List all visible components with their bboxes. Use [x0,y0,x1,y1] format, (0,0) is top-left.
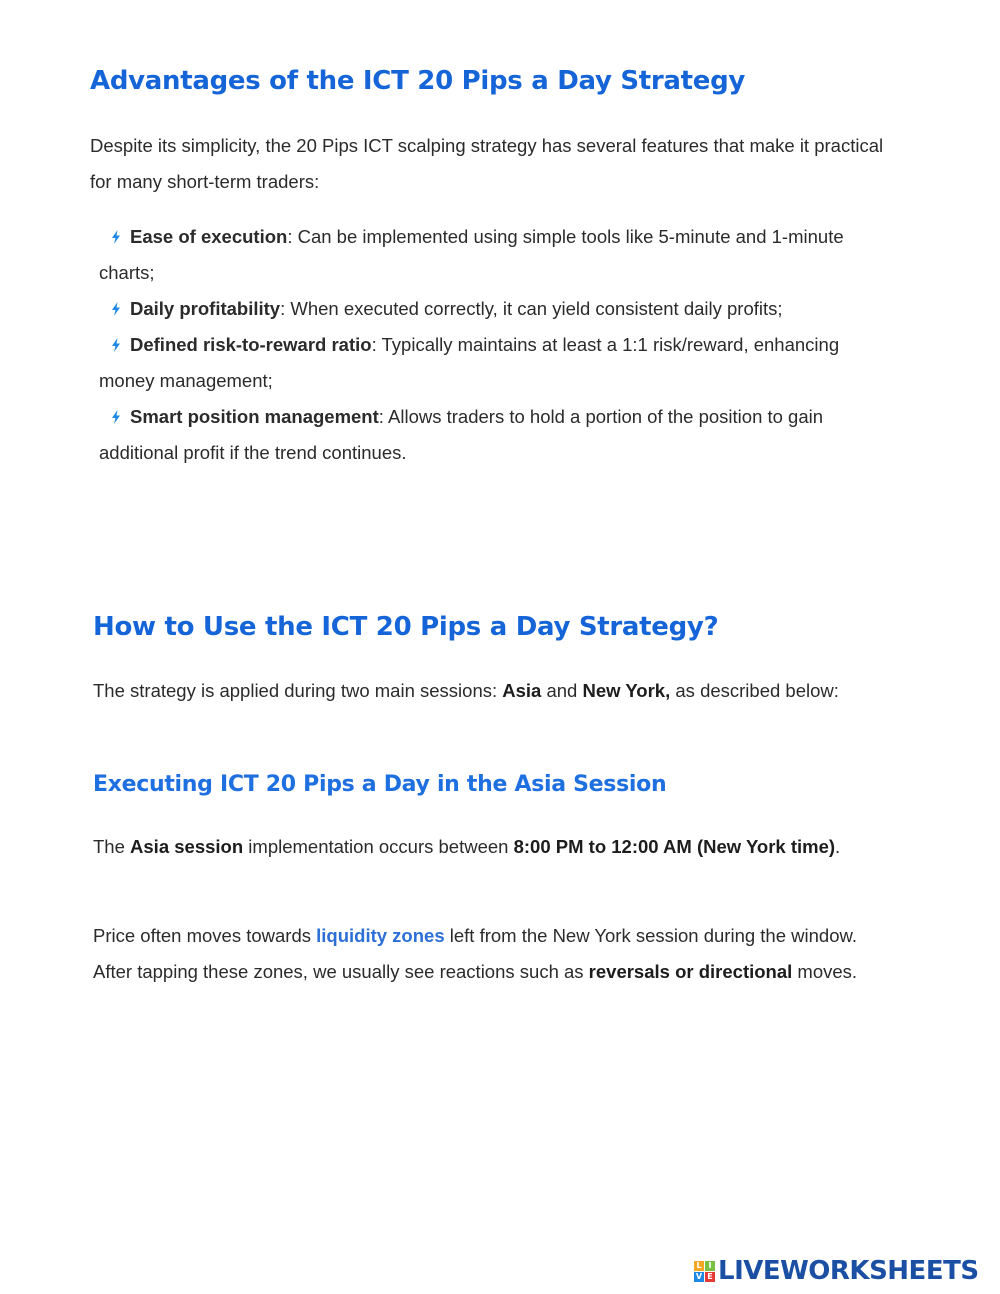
new-york-label: New York, [582,680,671,701]
list-item [99,327,859,399]
section-heading-advantages: Advantages of the ICT 20 Pips a Day Strategy [90,66,746,96]
liveworksheets-logo[interactable] [694,1256,979,1286]
list-item-title: Defined risk-to-reward ratio [130,334,372,355]
list-item-title: Daily profitability [130,298,281,319]
list-item-title: Ease of execution [130,226,288,247]
list-item-text: : When executed correctly, it can yield consistent daily profits; [280,298,783,319]
asia-session-label: Asia session [130,836,244,857]
session-time-range: 8:00 PM to 12:00 AM (New York time) [513,836,836,857]
list-item-title: Smart position management [130,406,379,427]
subheading-asia-session: Executing ICT 20 Pips a Day in the Asia Session [93,772,667,797]
list-item-text: : Typically maintains at least a 1:1 risk/reward, enhancing money management; [99,334,840,391]
section-heading-how-to-use: How to Use the ICT 20 Pips a Day Strategy? [93,612,719,642]
list-item [99,219,859,291]
price-movement-paragraph: Price often moves towards liquidity zones left from the New York session during the window. After tapping these zones, we usually see reactions such as reversals or directional moves. [93,925,858,982]
how-to-use-intro: The strategy is applied during two main sessions: Asia and New York, as described below: [93,680,839,701]
lightning-bolt-icon [111,302,121,316]
lightning-bolt-icon [111,230,121,244]
lightning-bolt-icon [111,338,121,352]
advantages-list [99,219,859,471]
lightning-bolt-icon [111,410,121,424]
reversals-directional-label: reversals or directional [588,961,793,982]
list-item-text: : Can be implemented using simple tools like 5-minute and 1-minute charts; [99,226,844,283]
liquidity-zones-link[interactable]: liquidity zones [316,925,445,946]
logo-text: LIVEWORKSHEETS [718,1256,979,1286]
asia-label: Asia [502,680,542,701]
list-item [99,291,859,327]
list-item-text: : Allows traders to hold a portion of the position to gain additional profit if the trend continues. [99,406,824,463]
advantages-intro: Despite its simplicity, the 20 Pips ICT scalping strategy has several features that make it practical for many short-term traders: [90,135,884,192]
asia-session-timing: The Asia session implementation occurs between 8:00 PM to 12:00 AM (New York time). [93,836,841,857]
logo-mark-icon: L I V E [694,1261,715,1282]
list-item [99,399,859,471]
